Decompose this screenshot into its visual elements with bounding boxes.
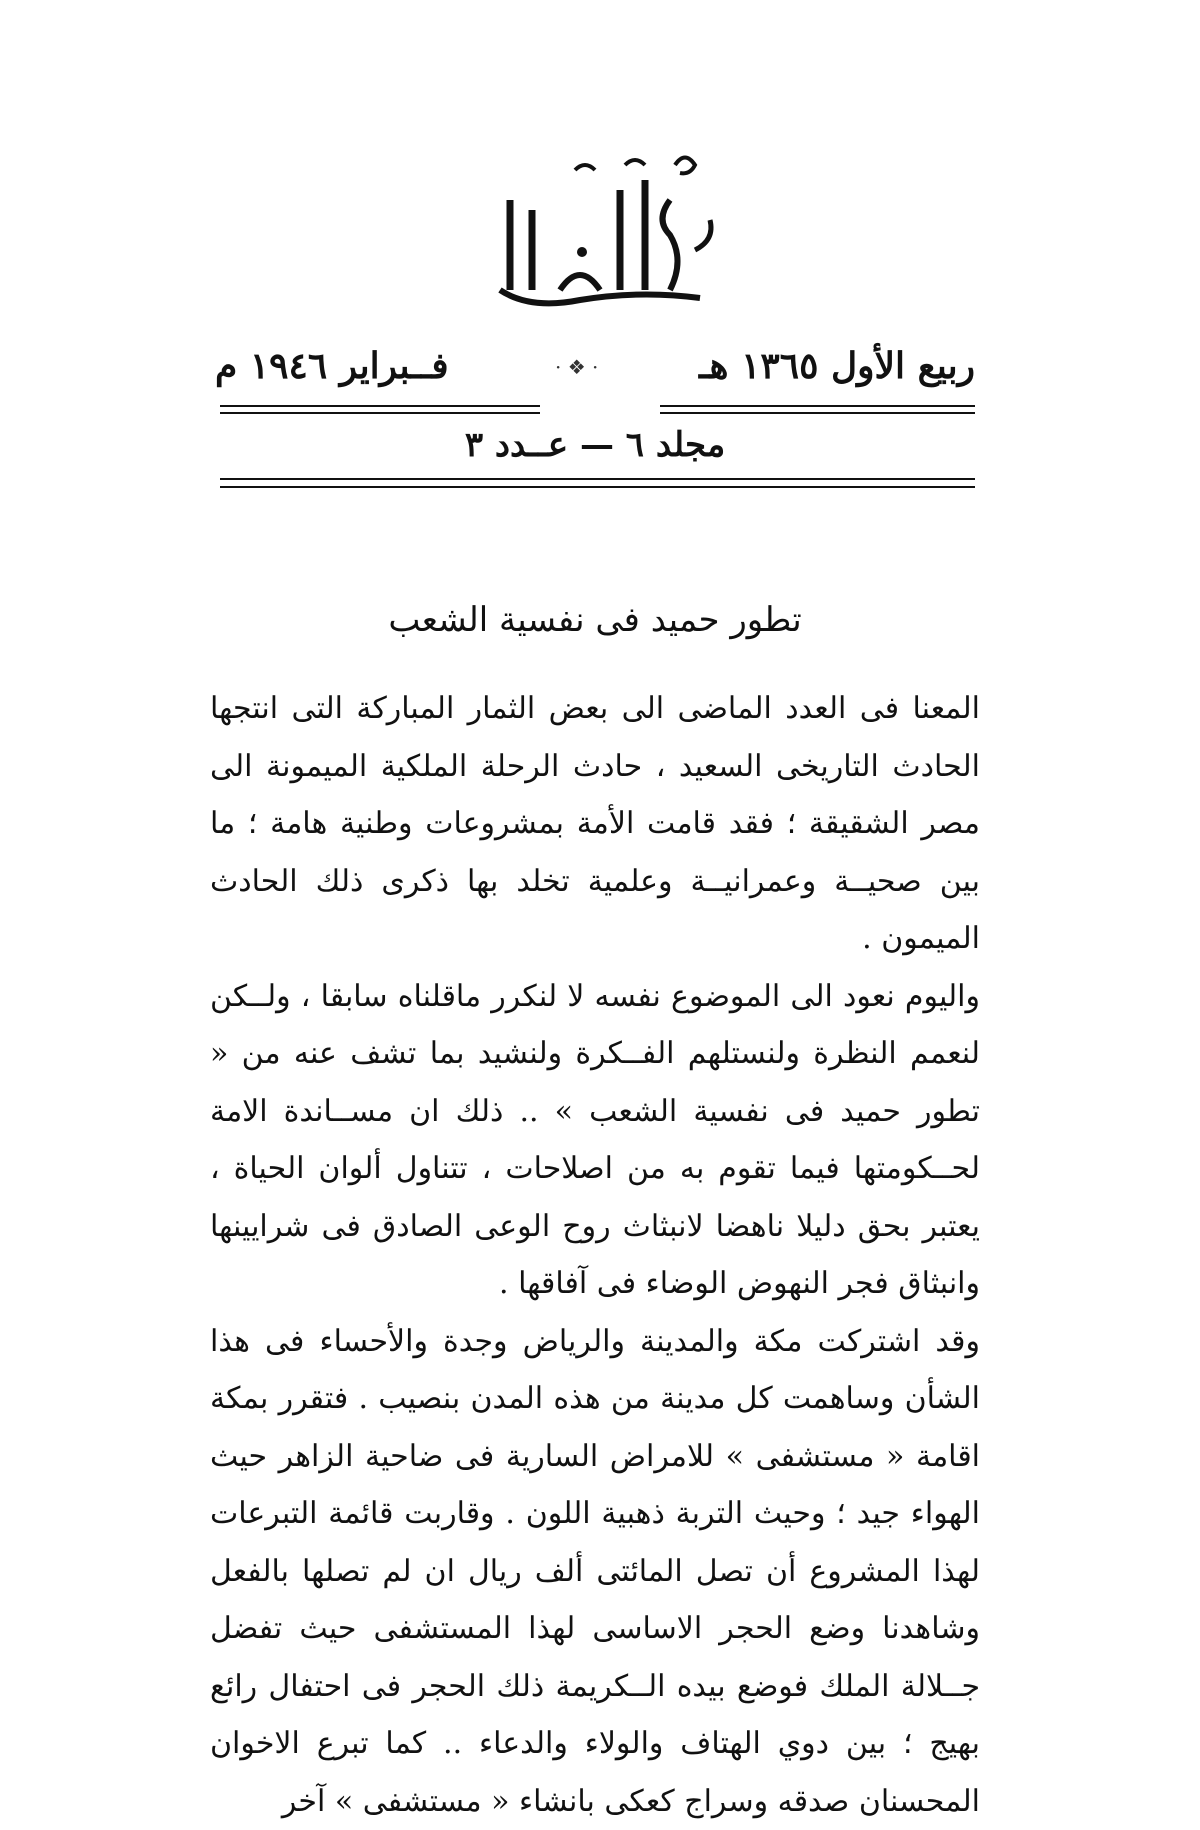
gregorian-date: فــبراير ١٩٤٦ م <box>215 345 449 387</box>
ornament-dots: · ❖ · <box>555 355 598 379</box>
issue-date-row <box>215 345 975 395</box>
article-body <box>210 680 980 1830</box>
article-paragraph: المعنا فى العدد الماضى الى بعض الثمار المباركة التى انتجها الحادث التاريخى السعيد ، حادث الرحلة الملكية الميمونة الى مصر الشقيقة ؛ فقد قامت الأمة بمشروعات وطنية هامة ؛ ما بين صحيــة وعمرانيــة وعلمية تخلد بها ذكرى ذلك الحادث الميمون . <box>210 680 980 968</box>
double-rule-left <box>220 405 540 414</box>
hijri-date: ربيع الأول ١٣٦٥ هـ <box>699 345 975 387</box>
article-paragraph: واليوم نعود الى الموضوع نفسه لا لنكرر ماقلناه سابقا ، ولــكن لنعمم النظرة ولنستلهم الفــكرة ولنشيد بما تشف عنه من « تطور حميد فى نفسية الشعب » .. ذلك ان مســاندة الامة لحــكومتها فيما تقوم به من اصلاحات ، تتناول ألوان الحياة ، يعتبر بحق دليلا ناهضا لانبثاث روح الوعى الصادق فى شرايينها وانبثاق فجر النهوض الوضاء فى آفاقها . <box>210 968 980 1313</box>
volume-issue: مجلد ٦ — عــدد ٣ <box>215 425 975 465</box>
calligraphy-ornament <box>470 140 730 315</box>
article-paragraph: وقد اشتركت مكة والمدينة والرياض وجدة والأحساء فى هذا الشأن وساهمت كل مدينة من هذه المدن بنصيب . فتقرر بمكة اقامة « مستشفى » للامراض السارية فى ضاحية الزاهر حيث الهواء جيد ؛ وحيث التربة ذهبية اللون . وقاربت قائمة التبرعات لهذا المشروع أن تصل المائتى ألف ريال ان لم تصلها بالفعل وشاهدنا وضع الحجر الاساسى لهذا المستشفى حيث تفضل جــلالة الملك فوضع بيده الــكريمة ذلك الحجر فى احتفال رائع بهيج ؛ بين دوي الهتاف والولاء والدعاء .. كما تبرع الاخوان المحسنان صدقه وسراج كعكى بانشاء « مستشفى » آخر <box>210 1313 980 1830</box>
double-rule-full <box>220 478 975 488</box>
masthead-logo <box>470 140 730 315</box>
article-title: تطور حميد فى نفسية الشعب <box>215 600 975 640</box>
double-rule-right <box>660 405 975 414</box>
